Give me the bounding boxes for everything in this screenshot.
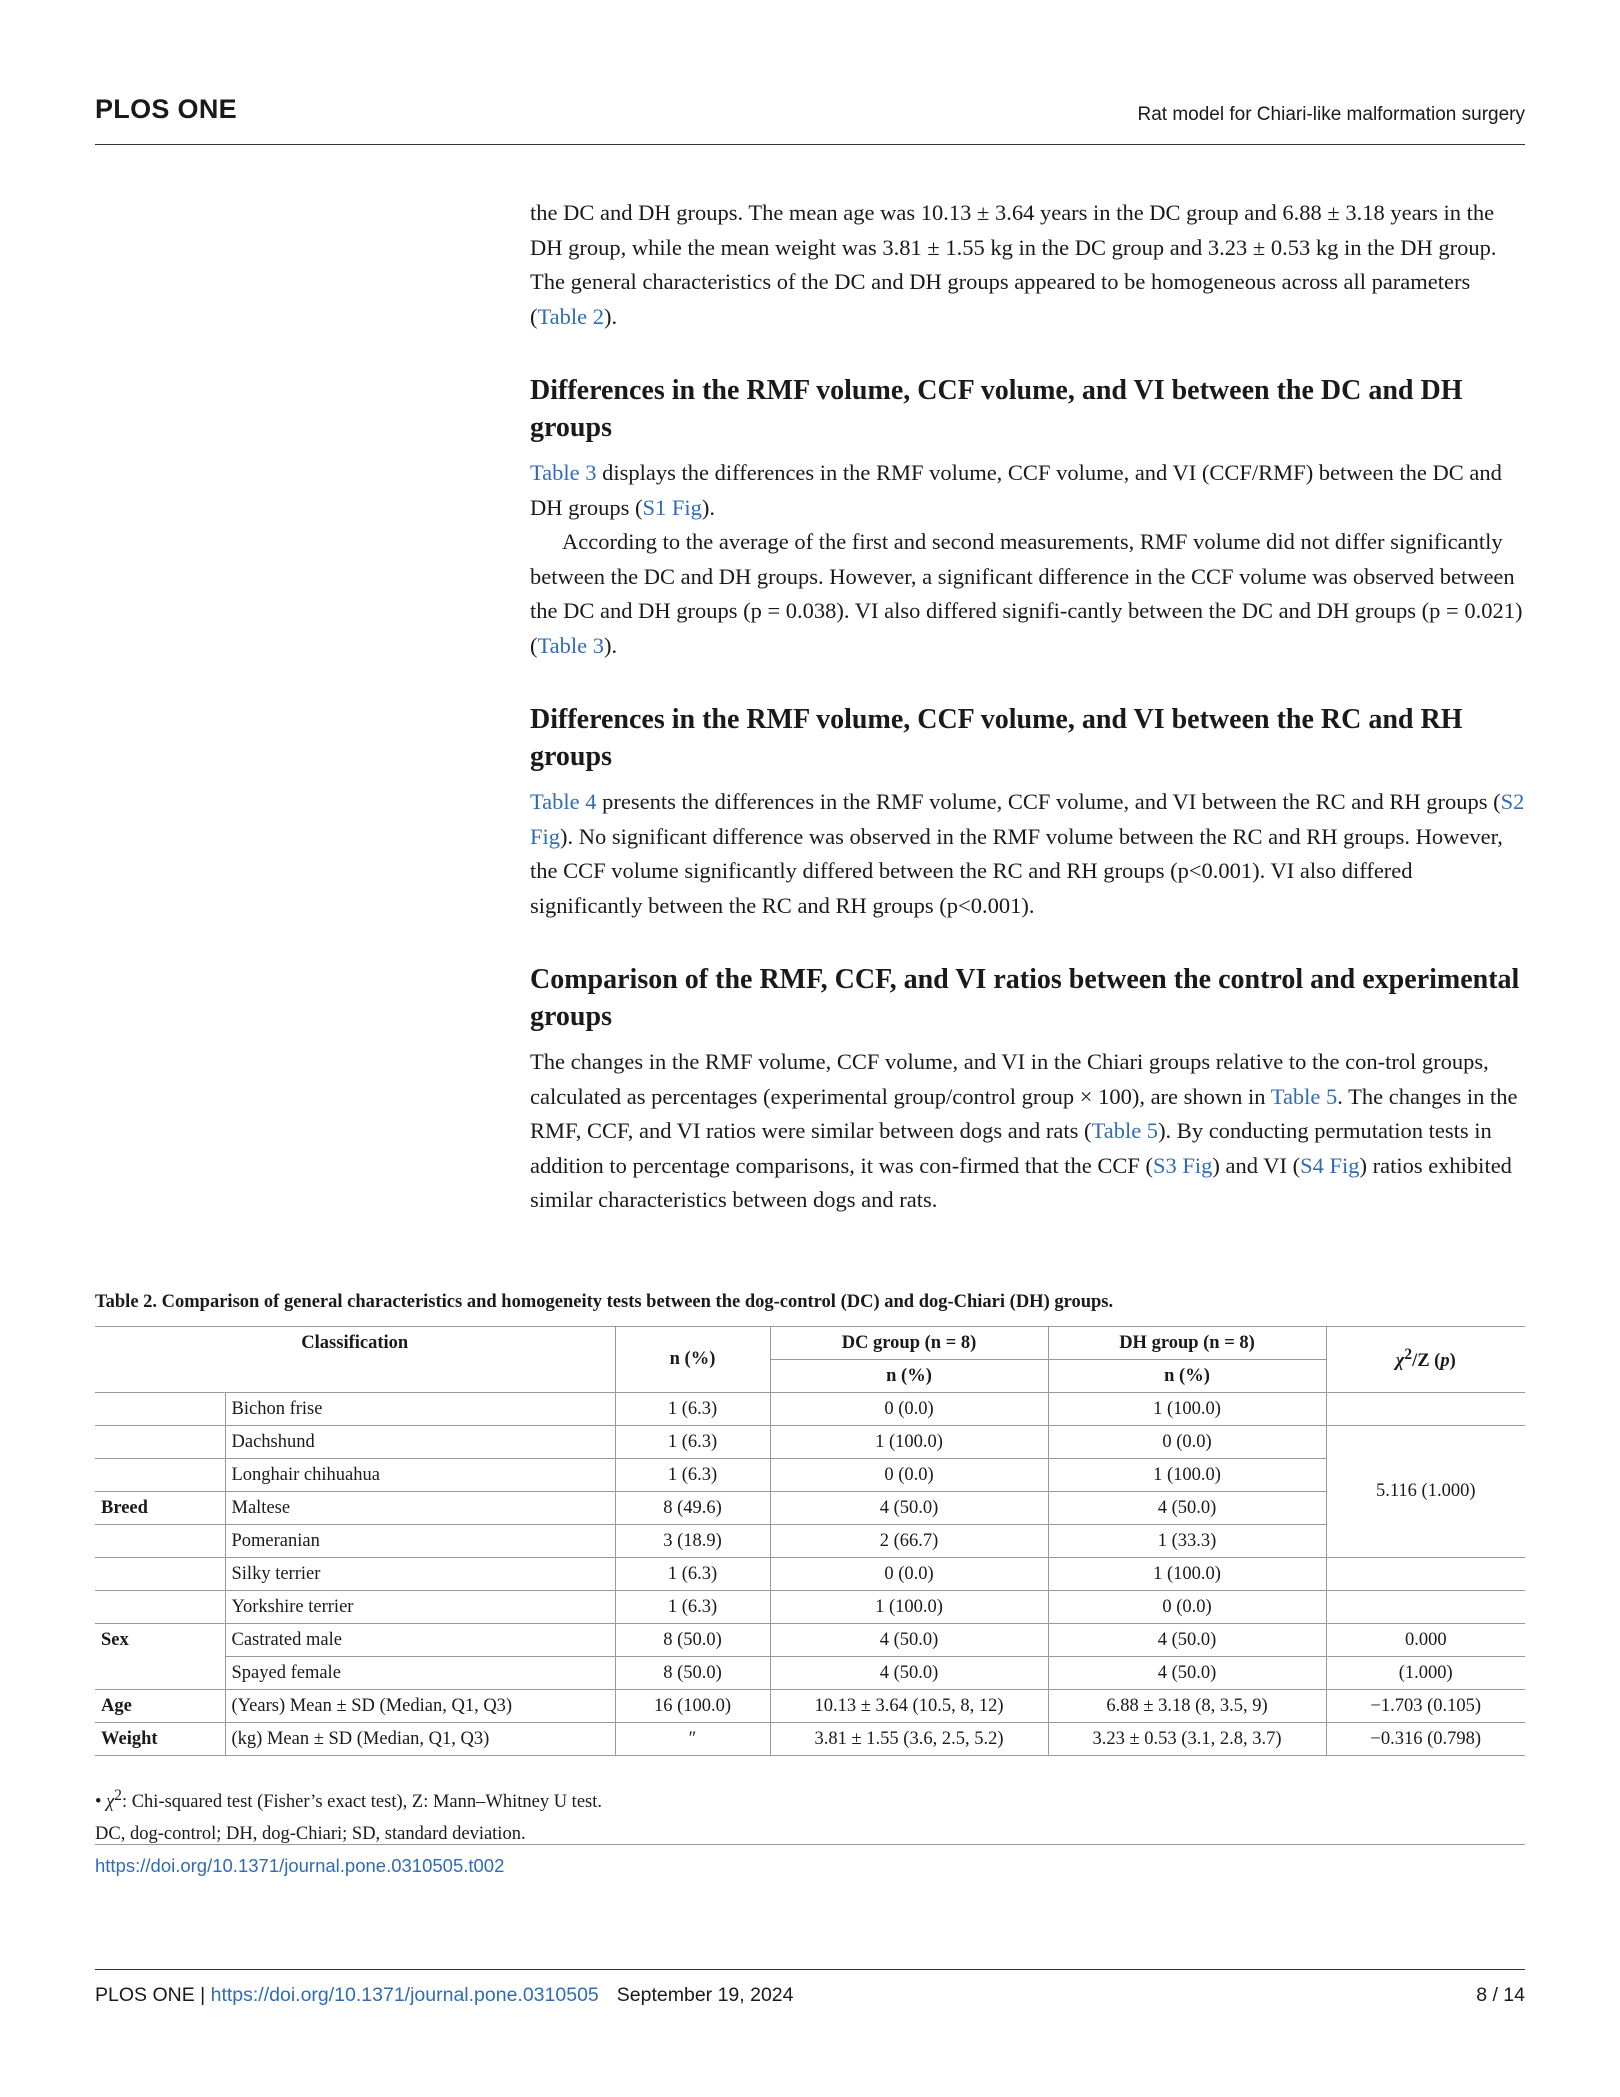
header-dc-group: DC group (n = 8) xyxy=(770,1327,1048,1360)
p-symbol: p xyxy=(1440,1351,1450,1372)
cell-n: 1 (6.3) xyxy=(615,1426,770,1459)
table-5-link[interactable]: Table 5 xyxy=(1270,1083,1338,1109)
cell-n: 8 (49.6) xyxy=(615,1492,770,1525)
table-row xyxy=(95,1723,1525,1756)
table-subheader-row xyxy=(95,1360,1525,1393)
footer-journal: PLOS ONE xyxy=(95,1984,195,2006)
cell-stat: 5.116 (1.000) xyxy=(1326,1426,1525,1558)
section-heading: Comparison of the RMF, CCF, and VI ratios between the control and experimental groups xyxy=(530,964,1520,1032)
table-row xyxy=(95,1624,1525,1657)
cell-stat xyxy=(1326,1591,1525,1624)
paragraph xyxy=(530,785,1530,923)
text-span: : Chi-squared test (Fisher’s exact test), Z: Mann–Whitney U test. xyxy=(121,1792,602,1813)
page-number: 8 / 14 xyxy=(1476,1984,1525,2006)
row-name: (kg) Mean ± SD (Median, Q1, Q3) xyxy=(225,1723,615,1756)
cell-dh: 1 (100.0) xyxy=(1048,1459,1326,1492)
text-span: ). xyxy=(701,494,716,520)
breed-rows xyxy=(95,1393,1525,1624)
row-name: Silky terrier xyxy=(225,1558,615,1591)
cell-stat: (1.000) xyxy=(1326,1657,1525,1690)
cell-n: 8 (50.0) xyxy=(615,1657,770,1690)
row-label-age: Age xyxy=(95,1690,225,1723)
text-span: According to the average of the first and second measurements, RMF volume did not differ significantly between the DC and DH groups. However, a significant difference in the CCF volume was observed between the DC and DH groups (p = 0.038). VI also differed signifi-cantly between the DC and DH groups (p = 0.021) ( xyxy=(530,529,1523,658)
section-dc-dh xyxy=(530,372,1530,663)
s3-fig-link[interactable]: S3 Fig xyxy=(1152,1152,1213,1178)
cell-stat xyxy=(1326,1393,1525,1426)
cell-dc: 10.13 ± 3.64 (10.5, 8, 12) xyxy=(770,1690,1048,1723)
paragraph xyxy=(530,1045,1530,1218)
bullet: • xyxy=(95,1792,102,1813)
page-header xyxy=(95,94,1525,145)
cell-dc: 0 (0.0) xyxy=(770,1459,1048,1492)
cell-dc: 0 (0.0) xyxy=(770,1558,1048,1591)
characteristics-table xyxy=(95,1326,1525,1756)
cell-dc: 3.81 ± 1.55 (3.6, 2.5, 5.2) xyxy=(770,1723,1048,1756)
cell-dh: 0 (0.0) xyxy=(1048,1591,1326,1624)
header-n-percent: n (%) xyxy=(615,1327,770,1393)
text-span: The changes in the RMF volume, CCF volume, and VI in the Chiari groups relative to the con-trol groups, calculated as percentages (experimental group/control group × 100), are shown in xyxy=(530,1049,1489,1109)
superscript: 2 xyxy=(1404,1346,1413,1364)
table-row xyxy=(95,1525,1525,1558)
cell-dc: 4 (50.0) xyxy=(770,1657,1048,1690)
cell-dc: 4 (50.0) xyxy=(770,1624,1048,1657)
cell-dh: 3.23 ± 0.53 (3.1, 2.8, 3.7) xyxy=(1048,1723,1326,1756)
body-text xyxy=(530,196,1530,1218)
cell-stat: −0.316 (0.798) xyxy=(1326,1723,1525,1756)
empty-cell xyxy=(95,1558,225,1591)
article-doi-link[interactable]: https://doi.org/10.1371/journal.pone.0310505 xyxy=(210,1984,599,2006)
cell-n: 16 (100.0) xyxy=(615,1690,770,1723)
section-ratios xyxy=(530,961,1530,1218)
cell-dh: 4 (50.0) xyxy=(1048,1492,1326,1525)
cell-n: 8 (50.0) xyxy=(615,1624,770,1657)
cell-n: 3 (18.9) xyxy=(615,1525,770,1558)
row-label-breed: Breed xyxy=(95,1492,225,1525)
cell-dc: 0 (0.0) xyxy=(770,1393,1048,1426)
table-4-link[interactable]: Table 4 xyxy=(530,789,597,814)
row-name: Yorkshire terrier xyxy=(225,1591,615,1624)
row-name: Spayed female xyxy=(225,1657,615,1690)
table-row xyxy=(95,1591,1525,1624)
row-label-weight: Weight xyxy=(95,1723,225,1756)
empty-cell xyxy=(95,1459,225,1492)
subheader-dh: n (%) xyxy=(1048,1360,1326,1393)
cell-n: 1 (6.3) xyxy=(615,1393,770,1426)
cell-dh: 1 (100.0) xyxy=(1048,1558,1326,1591)
empty-cell xyxy=(95,1657,225,1690)
row-name: Dachshund xyxy=(225,1426,615,1459)
table-row xyxy=(95,1690,1525,1723)
cell-stat: −1.703 (0.105) xyxy=(1326,1690,1525,1723)
cell-dh: 6.88 ± 3.18 (8, 3.5, 9) xyxy=(1048,1690,1326,1723)
text-span: /Z ( xyxy=(1412,1351,1441,1372)
cell-dh: 1 (33.3) xyxy=(1048,1525,1326,1558)
page-footer xyxy=(95,1969,1525,2007)
row-name: Pomeranian xyxy=(225,1525,615,1558)
table-row xyxy=(95,1657,1525,1690)
header-statistic xyxy=(1326,1327,1525,1393)
table-row xyxy=(95,1492,1525,1525)
table-row xyxy=(95,1426,1525,1459)
paragraph xyxy=(530,456,1530,525)
cell-dc: 2 (66.7) xyxy=(770,1525,1048,1558)
table-footnotes xyxy=(95,1780,1525,1850)
row-name: Maltese xyxy=(225,1492,615,1525)
cell-n: 1 (6.3) xyxy=(615,1591,770,1624)
running-title: Rat model for Chiari-like malformation surgery xyxy=(1137,104,1525,125)
paragraph xyxy=(530,525,1530,663)
cell-dh: 4 (50.0) xyxy=(1048,1624,1326,1657)
s1-fig-link[interactable]: S1 Fig xyxy=(642,494,702,520)
table-caption: Table 2. Comparison of general characteristics and homogeneity tests between the dog-control (DC) and dog-Chiari (DH) groups. xyxy=(95,1292,1114,1312)
section-heading: Differences in the RMF volume, CCF volume, and VI between the DC and DH groups xyxy=(530,375,1463,443)
empty-cell xyxy=(95,1591,225,1624)
paragraph-demographics xyxy=(530,196,1530,334)
cell-n: 1 (6.3) xyxy=(615,1558,770,1591)
cell-dh: 1 (100.0) xyxy=(1048,1393,1326,1426)
subheader-dc: n (%) xyxy=(770,1360,1048,1393)
empty-cell xyxy=(95,1525,225,1558)
cell-dc: 1 (100.0) xyxy=(770,1591,1048,1624)
s2-fig-link[interactable]: S2 Fig xyxy=(530,789,1525,849)
table-3-link[interactable]: Table 3 xyxy=(537,632,605,658)
empty-cell xyxy=(95,1393,225,1426)
table-2-link[interactable]: Table 2 xyxy=(537,303,605,329)
section-heading: Differences in the RMF volume, CCF volume, and VI between the RC and RH groups xyxy=(530,704,1463,772)
table-doi xyxy=(95,1844,1525,1877)
table-header-row xyxy=(95,1327,1525,1360)
text-span: ) and VI ( xyxy=(1212,1152,1301,1178)
empty-cell xyxy=(95,1360,615,1393)
text-span: . The changes in the RMF, CCF, and VI ratios were similar between dogs and rats ( xyxy=(530,1083,1518,1143)
cell-dh: 0 (0.0) xyxy=(1048,1426,1326,1459)
header-classification: Classification xyxy=(95,1327,615,1360)
text-span: ) ratios exhibited similar characteristics between dogs and rats. xyxy=(530,1152,1512,1212)
row-name: Longhair chihuahua xyxy=(225,1459,615,1492)
cell-stat xyxy=(1326,1558,1525,1591)
row-name: Castrated male xyxy=(225,1624,615,1657)
row-name: (Years) Mean ± SD (Median, Q1, Q3) xyxy=(225,1690,615,1723)
text-span: ). xyxy=(604,303,618,329)
text-span: ) xyxy=(1449,1351,1456,1372)
publication-date: September 19, 2024 xyxy=(616,1984,794,2006)
text-span: displays the differences in the RMF volume, CCF volume, and VI (CCF/RMF) between the DC and DH groups ( xyxy=(530,460,1502,520)
table-row xyxy=(95,1393,1525,1426)
row-name: Bichon frise xyxy=(225,1393,615,1426)
s4-fig-link[interactable]: S4 Fig xyxy=(1300,1152,1360,1178)
cell-dc: 1 (100.0) xyxy=(770,1426,1048,1459)
chi-symbol: χ xyxy=(106,1792,115,1813)
cell-dh: 4 (50.0) xyxy=(1048,1657,1326,1690)
table-row xyxy=(95,1459,1525,1492)
superscript: 2 xyxy=(114,1787,122,1804)
section-rc-rh xyxy=(530,701,1530,923)
text-span: presents the differences in the RMF volume, CCF volume, and VI between the RC and RH groups ( xyxy=(596,789,1501,814)
text-span: the DC and DH groups. The mean age was 10.13 ± 3.64 years in the DC group and 6.88 ± 3.18 years in the DH group, while the mean weight was 3.81 ± 1.55 kg in the DC group and 3.23 ± 0.53 kg in the DH group. The general characteristics of the DC and DH groups appeared to be homogeneous across all parameters ( xyxy=(530,200,1497,329)
text-span: ). No significant difference was observed in the RMF volume between the RC and RH groups. However, the CCF volume significantly differed between the RC and RH groups (p<0.001). VI also differed significantly between the RC and RH groups (p<0.001). xyxy=(530,823,1503,918)
empty-cell xyxy=(95,1426,225,1459)
table-row xyxy=(95,1558,1525,1591)
cell-n: 1 (6.3) xyxy=(615,1459,770,1492)
footnote-tests xyxy=(95,1780,1525,1818)
chi-symbol: χ xyxy=(1395,1351,1405,1372)
cell-n: ″ xyxy=(615,1723,770,1756)
text-span: ). By conducting permutation tests in addition to percentage comparisons, it was con-firmed that the CCF ( xyxy=(530,1118,1492,1178)
separator: | xyxy=(194,1984,211,2006)
text-span: ). xyxy=(604,632,618,658)
journal-name: PLOS ONE xyxy=(95,94,237,124)
table-doi-link[interactable]: https://doi.org/10.1371/journal.pone.0310505.t002 xyxy=(95,1855,505,1876)
header-dh-group: DH group (n = 8) xyxy=(1048,1327,1326,1360)
row-label-sex: Sex xyxy=(95,1624,225,1657)
cell-stat: 0.000 xyxy=(1326,1624,1525,1657)
footnote-abbreviations: DC, dog-control; DH, dog-Chiari; SD, standard deviation. xyxy=(95,1824,526,1845)
table-5-link[interactable]: Table 5 xyxy=(1091,1118,1159,1143)
table-3-link[interactable]: Table 3 xyxy=(530,460,597,485)
cell-dc: 4 (50.0) xyxy=(770,1492,1048,1525)
